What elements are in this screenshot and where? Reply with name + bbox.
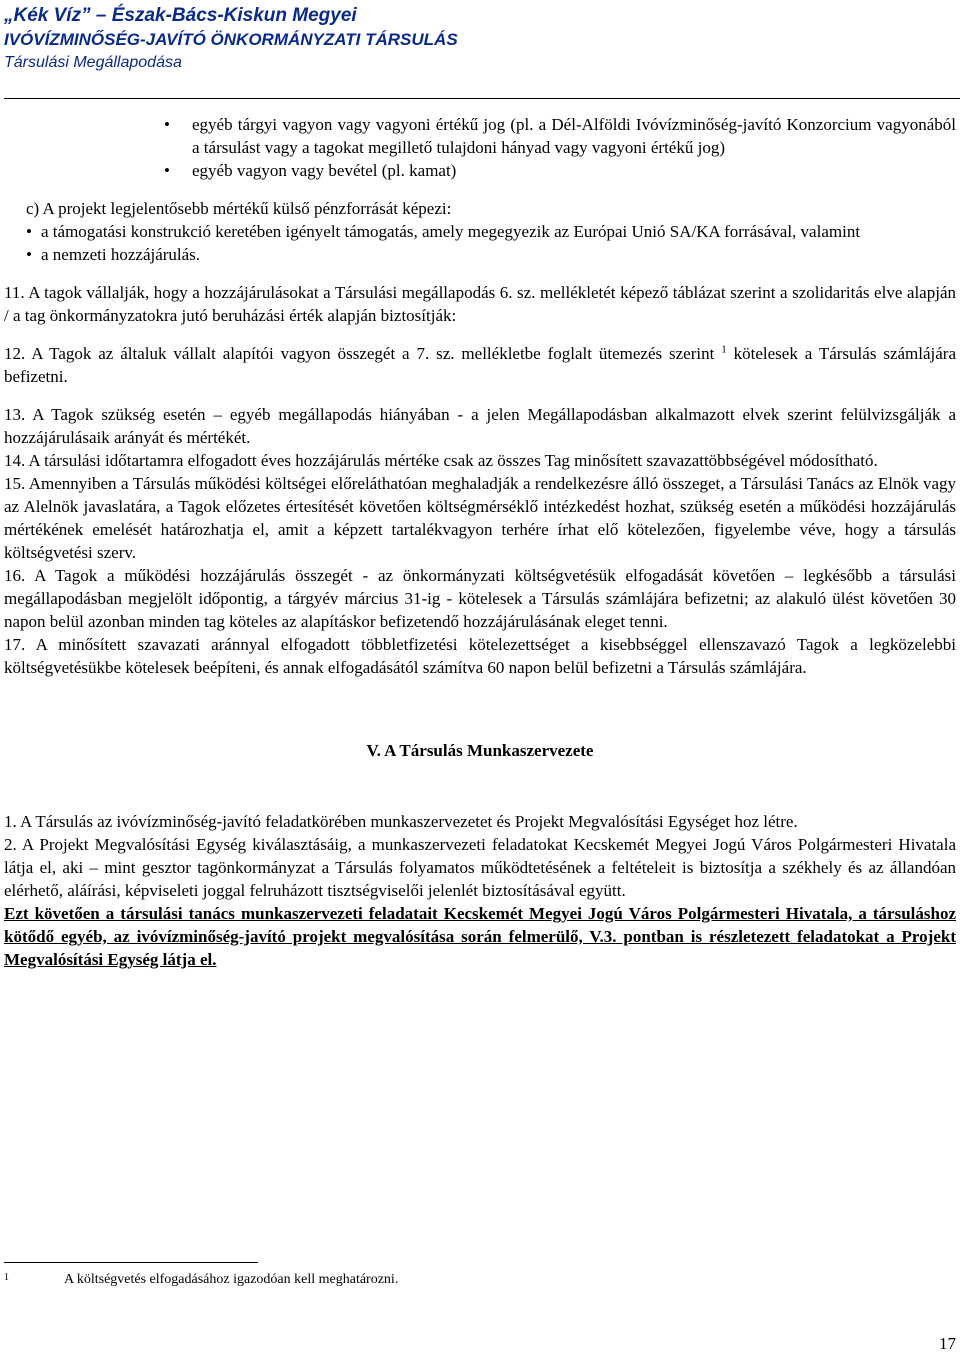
header-line-2: IVÓVÍZMINŐSÉG-JAVÍTÓ ÖNKORMÁNYZATI TÁRSULÁS [4,30,458,49]
bullet-icon: • [164,161,170,180]
footnote-divider [4,1262,258,1263]
bullet-icon: • [26,245,32,264]
footnote-text: A költségvetés elfogadásához igazodóan kell meghatározni. [64,1272,399,1287]
paragraph-17: 17. A minősített szavazati aránnyal elfogadott többletfizetési kötelezettséget a kisebbséggel ellenszavazó Tagok a legközelebbi költségvetésükbe kötelesek beépíteni, és annak elfogadásától számítva 60 napon belül befizetni a Társulás számlájára. [4,635,956,677]
paragraph-12: 12. A Tagok az általuk vállalt alapítói vagyon összegét a 7. sz. mellékletbe foglalt ütemezés szerint $^1$ kötelesek a Társulás számlájára befizetni. [4,343,956,386]
paragraph-13: 13. A Tagok szükség esetén – egyéb megállapodás hiányában - a jelen Megállapodásban alkalmazott elvek szerint felülvizsgálják a hozzájárulásaik arányát és mértékét. [4,405,956,447]
section-c-intro: c) A projekt legjelentősebb mértékű külső pénzforrását képezi: [26,199,452,218]
list-item: • egyéb vagyon vagy bevétel (pl. kamat) [4,159,956,182]
paragraph-11: 11. A tagok vállalják, hogy a hozzájárulásokat a Társulási megállapodás 6. sz. mellékletét képező táblázat szerint a szolidaritás elve alapján / a tag önkormányzatokra jutó beruházási érték alapján biztosítják: [4,283,956,325]
list-item: • egyéb tárgyi vagyon vagy vagyoni értékű jog (pl. a Dél-Alföldi Ivóvízminőség-javító Konzorcium vagyonából a társulást vagy a tagokat megillető tulajdoni hányad vagy vagyoni értékű jog) [4,113,956,159]
header-line-3: Társulási Megállapodása [4,54,182,71]
page-number: 17 [939,1334,956,1353]
section-title: V. A Társulás Munkaszervezete [366,741,594,760]
header-line-1: „Kék Víz” – Észak-Bács-Kiskun Megyei [4,5,357,26]
section-v-paragraph-3: Ezt követően a társulási tanács munkaszervezeti feladatait Kecskemét Megyei Jogú Város Polgármesteri Hivatala, a társuláshoz kötődő egyéb, az ivóvízminőség-javító projekt megvalósítása során felmerülő, V.3. pontban is részletezett feladatokat a Projekt Megvalósítási Egység látja el. [4,904,956,969]
list-item: • a támogatási konstrukció keretében igényelt támogatás, amely megegyezik az Európai Unió SA/KA forrásával, valamint [26,222,861,241]
bullet-icon: • [26,222,32,241]
document-header [4,4,458,74]
section-v-paragraph-2: 2. A Projekt Megvalósítási Egység kiválasztásáig, a munkaszervezeti feladatokat Kecskemét Megyei Jogú Város Polgármesteri Hivatala látja el, aki – mint gesztor tagönkormányzat a Társulás folyamatos működtetésének a feltételeit is biztosítja a székhely és az állandóan elérhető, aláírási, képviseleti joggal felruházott tisztségviselői jelenlét biztosításával együtt. [4,835,956,900]
paragraph-14: 14. A társulási időtartamra elfogadott éves hozzájárulás mértéke csak az összes Tag minősített szavazattöbbségével módosítható. [4,451,878,470]
section-v-paragraph-1: 1. A Társulás az ivóvízminőség-javító feladatkörében munkaszervezetet és Projekt Megvalósítási Egységet hoz létre. [4,812,798,831]
paragraph-15: 15. Amennyiben a Társulás működési költségei előreláthatóan meghaladják a rendelkezésre álló összeget, a Társulási Tanács az Elnök vagy az Alelnök javaslatára, a Tagok előzetes értesítését követően költségmérséklő intézkedést hozhat, szükség esetén a működési hozzájárulás mértékének emelését határozhatja el, amit a képzett tartalékvagyon terhére írhat elő kötelezően, figyelembe véve, hogy a társulás költségvetési szerv. [4,474,956,562]
footnote-ref: 1 [721,343,727,356]
header-divider [4,98,960,99]
document-body [4,113,956,971]
paragraph-16: 16. A Tagok a működési hozzájárulás összegét - az önkormányzati költségvetésük elfogadását követően – legkésőbb a társulási megállapodásban megjelölt időpontig, a tárgyév március 31-ig - kötelesek a Társulás számlájára befizetni; az alakuló ülést követően 30 napon belül azonban minden tag köteles az alapításkor befizetendő hozzájárulásának eleget tenni. [4,566,956,631]
list-item: • a nemzeti hozzájárulás. [26,245,201,264]
footnote-number: 1 [4,1272,9,1283]
section-c [4,197,956,266]
footnote [4,1272,398,1288]
bullet-icon: • [164,115,170,134]
